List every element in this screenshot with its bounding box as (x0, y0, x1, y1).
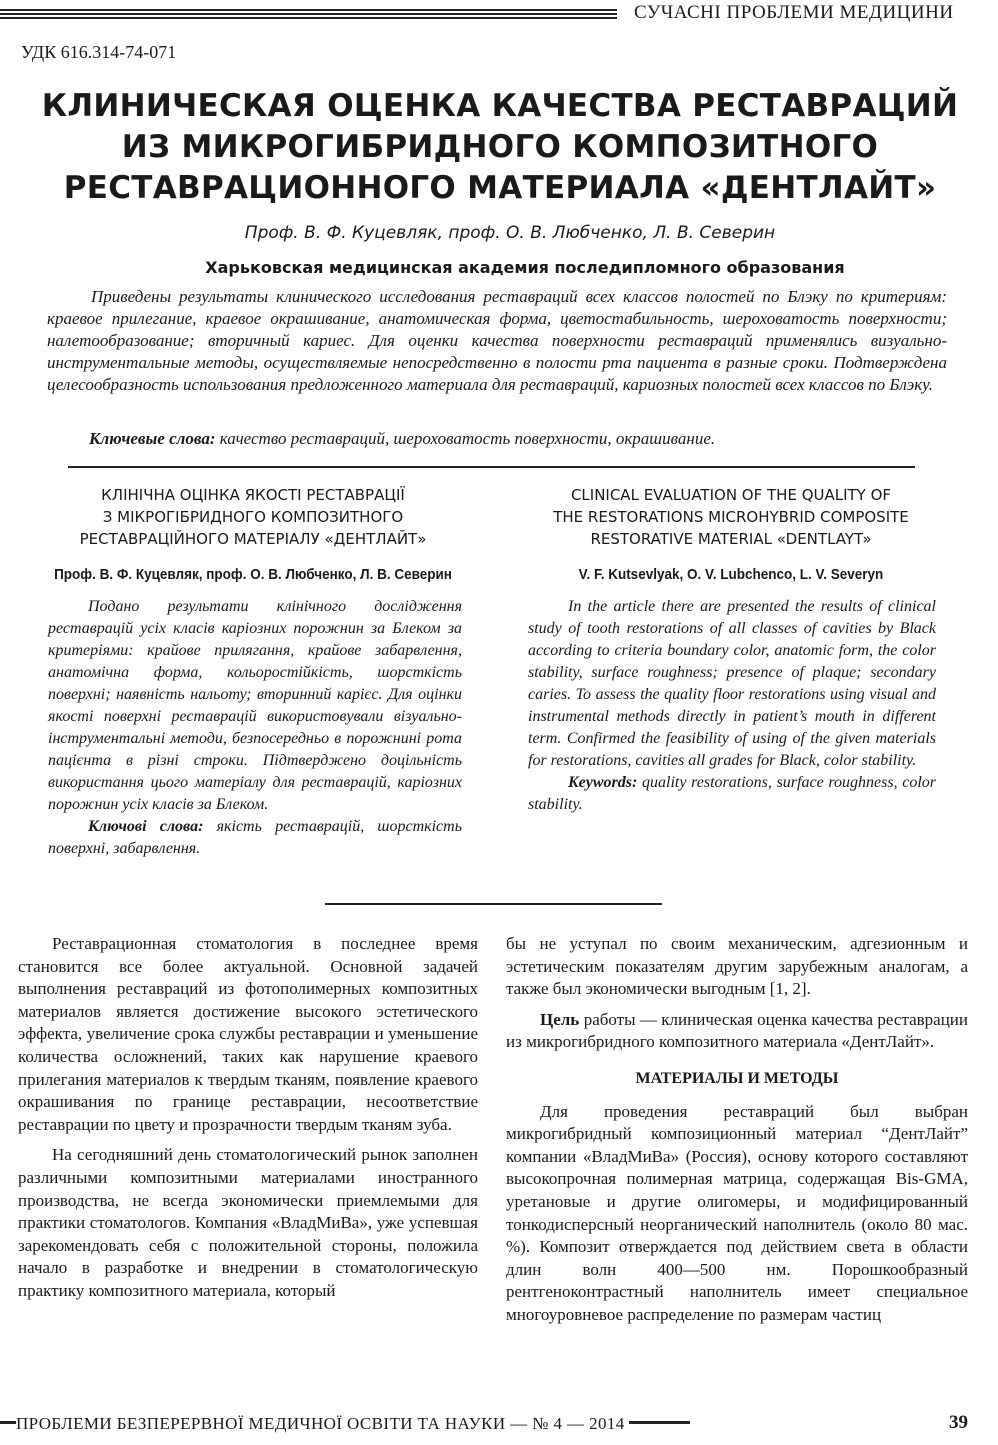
title-line: ИЗ МИКРОГИБРИДНОГО КОМПОЗИТНОГО (121, 129, 879, 165)
authors-en: V. F. Kutsevlyak, O. V. Lubchenco, L. V. Severyn (578, 566, 884, 583)
keywords-ru (89, 428, 949, 450)
abstract-ru: Приведены результаты клинического исследования реставраций всех классов полостей по Блэку по критериям: краевое прилегание, краевое окрашивание, анатомическая форма, цветостабильность, шероховатость поверхности; налетообразование; вторичный кариес. Для оценки качества поверхности реставраций применялись визуально-инструментальные методы, осуществляемые непосредственно в полости рта пациента в разные сроки. Подтверждена целесообразность использования предложенного материала для реставраций, кариозных полостей всех классов по Блэку. (47, 287, 947, 394)
keywords-label: Keywords: (568, 774, 638, 791)
authors-ua: Проф. В. Ф. Куцевляк, проф. О. В. Любченко, Л. В. Северин (54, 566, 452, 583)
paragraph: бы не уступал по своим механическим, адгезионным и эстетическим показателям другим зарубежным аналогам, а также был экономически выгодным [1, 2]. (506, 934, 968, 999)
keywords-text: качество реставраций, шероховатость поверхности, окрашивание. (215, 429, 716, 448)
title-ua (28, 484, 478, 550)
abstract-text: In the article there are presented the results of clinical study of tooth restorations of all classes of cavities by Black according to criteria boundary color, anatomic form, the color stability, surface roughness; presence of plaque; secondary caries. To assess the quality floor restorations using visual and instrumental methods directly in patient’s mouth in different term. Confirmed the feasibility of using of the given materials for restorations, cavities all grades for Black, color stability. (528, 598, 936, 769)
divider (68, 466, 915, 468)
goal-paragraph (506, 1009, 968, 1054)
article-title (40, 86, 960, 209)
title-line: КЛИНИЧЕСКАЯ ОЦЕНКА КАЧЕСТВА РЕСТАВРАЦИЙ (41, 88, 959, 124)
body-right-column (506, 933, 968, 1327)
header-rule (0, 9, 617, 20)
paragraph: На сегодняшний день стоматологический рынок заполнен различными композитными материалами иностранного производства, не всегда экономически приемлемыми для практики стоматологов. Компания «ВладМиВа», уже успевшая зарекомендовать себя с положительной стороны, положила начало в разработке и внедрении в стоматологическую практику композитного материала, который (18, 1145, 478, 1300)
title-line: CLINICAL EVALUATION OF THE QUALITY OF (570, 486, 892, 504)
goal-text: работы — клиническая оценка качества реставрации из микрогибридного композитного материала «ДентЛайт». (506, 1009, 968, 1052)
title-en (500, 484, 962, 550)
goal-label: Цель (540, 1009, 580, 1029)
paragraph: Для проведения реставраций был выбран микрогибридный композиционный материал “ДентЛайт” компании «ВладМиВа» (Россия), основу которого составляют высокопрочная полимерная матрица, содержащая Bis-GMA, уретановые и другие олигомеры, и модифицированный тонкодисперсный неорганический наполнитель (около 80 мас. %). Композит отверждается под действием света в области длин волн 400—500 нм. Порошкообразный рентгеноконтрастный наполнитель имеет специальное многоуровневое распределение по размерам частиц (506, 1101, 968, 1324)
title-line: RESTORATIVE MATERIAL «DENTLAYT» (590, 530, 872, 548)
title-line: THE RESTORATIONS MICROHYBRID COMPOSITE (553, 508, 909, 526)
divider (325, 903, 662, 905)
keywords-text: якість реставрацій, шорсткість поверхні, забарвлення. (48, 818, 462, 857)
abstract-text: Подано результати клінічного дослідження реставрацій усіх класів каріозних порожнин за Блеком за критеріями: крайове прилягання, крайове забарвлення, анатомічна форма, кольоростійкість, шорсткість поверхні; наявність нальоту; вторинний карієс. Для оцінки якості поверхні реставрацій використовували візуально-інструментальні методи, безпосередньо в порожнині рота пацієнта в різні строки. Підтверджено доцільність використання цього матеріалу для реставрацій, каріозних порожнин усіх класів за Блеком. (48, 598, 462, 813)
paragraph: Реставрационная стоматология в последнее время становится все более актуальной. Основной задачей выполнения реставраций из фотополимерных композитных материалов является достижение высокого эстетического эффекта, увеличение срока службы реставрации и уменьшение количества осложнений, таких как нарушение краевого прилегания материалов к твердым тканям, появление краевого окрашивания по границе реставрации, несоответствие реставрации по цвету и прозрачности твердым тканям зуба. (18, 934, 478, 1134)
journal-name: СУЧАСНІ ПРОБЛЕМИ МЕДИЦИНИ (634, 2, 954, 23)
page-number: 39 (949, 1412, 968, 1433)
abstract-ua (48, 596, 462, 860)
section-heading: МАТЕРИАЛЫ И МЕТОДЫ (635, 1069, 839, 1087)
abstract-en (528, 596, 936, 816)
keywords-ua (48, 816, 462, 860)
footer-journal: ПРОБЛЕМИ БЕЗПЕРЕРВНОЇ МЕДИЧНОЇ ОСВІТИ ТА НАУКИ — № 4 — 2014 (16, 1414, 629, 1434)
title-line: КЛІНІЧНА ОЦІНКА ЯКОСТІ РЕСТАВРАЦІЇ (101, 486, 405, 504)
title-line: РЕСТАВРАЦІЙНОГО МАТЕРІАЛУ «ДЕНТЛАЙТ» (79, 530, 427, 548)
keywords-label: Ключові слова: (88, 818, 204, 835)
keywords-label: Ключевые слова: (89, 429, 216, 448)
title-line: З МІКРОГІБРИДНОГО КОМПОЗИТНОГО (102, 508, 404, 526)
keywords-en (528, 772, 936, 816)
title-line: РЕСТАВРАЦИОННОГО МАТЕРИАЛА «ДЕНТЛАЙТ» (63, 170, 937, 206)
body-left-column (18, 933, 478, 1303)
udk-code: УДК 616.314-74-071 (21, 42, 177, 62)
keywords-text: quality restorations, surface roughness, color stability. (528, 774, 936, 813)
authors: Проф. В. Ф. Куцевляк, проф. О. В. Любченко, Л. В. Северин (244, 223, 776, 243)
affiliation: Харьковская медицинская академия последипломного образования (205, 258, 845, 277)
